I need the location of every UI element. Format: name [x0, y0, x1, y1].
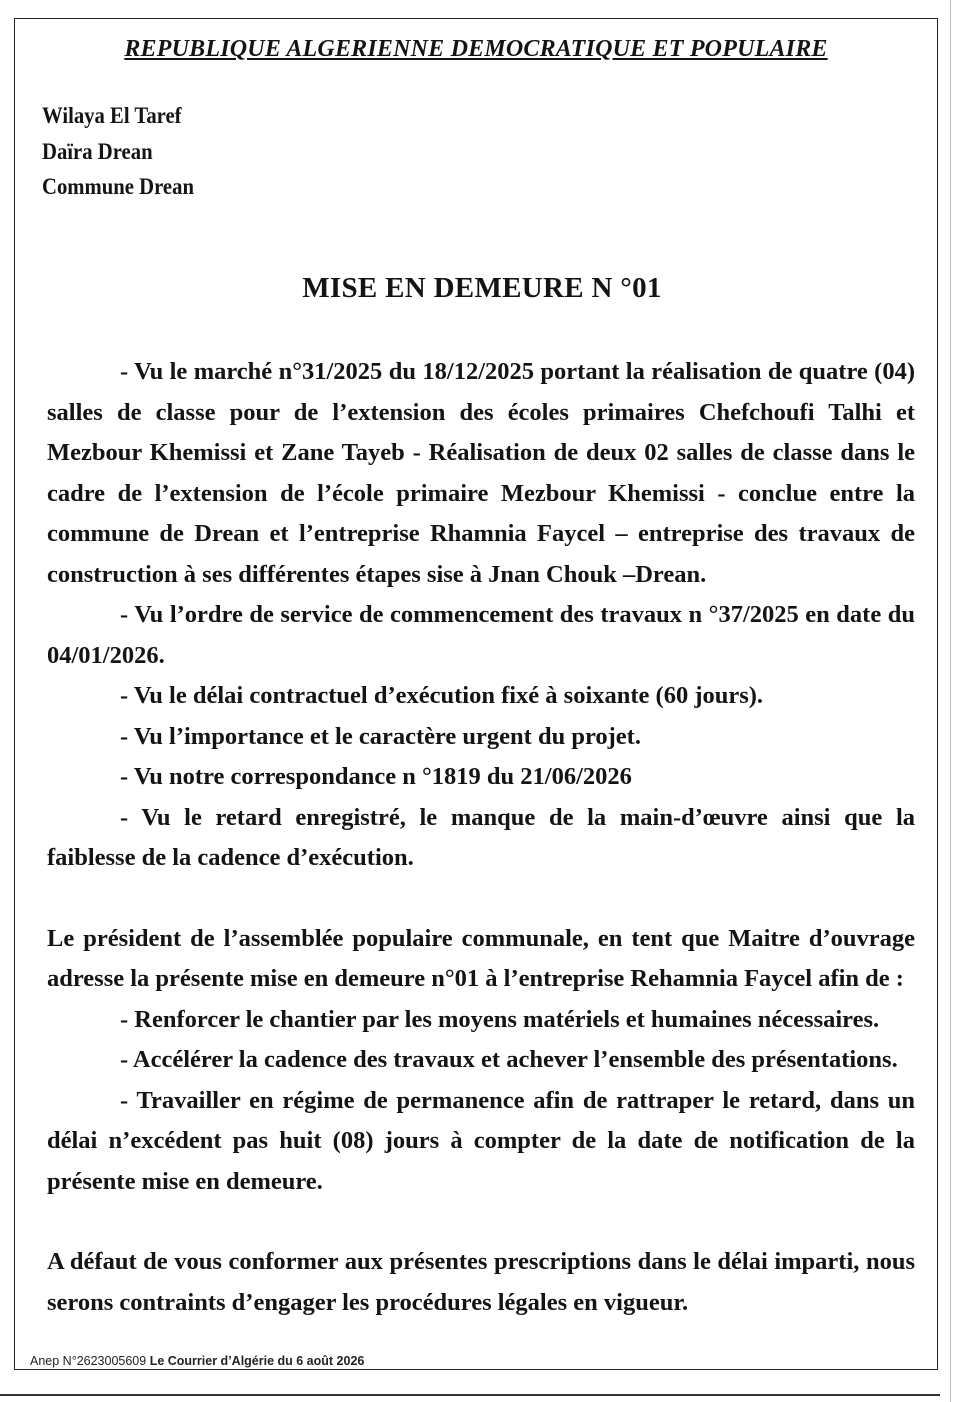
- document-title: MISE EN DEMEURE N °01: [302, 272, 662, 304]
- newspaper-reference: Le Courrier d’Algérie du 6 août 2026: [149, 1354, 365, 1368]
- anep-reference: Anep N°2623005609: [30, 1354, 147, 1368]
- republic-header: REPUBLIQUE ALGERIENNE DEMOCRATIQUE ET POPULAIRE: [124, 36, 828, 62]
- scan-bottom-line: [0, 1394, 940, 1396]
- consideration-item: - Vu le délai contractuel d’exécution fixé à soixante (60 jours).: [120, 682, 764, 709]
- action-item: - Travailler en régime de permanence afin de rattraper le retard, dans un délai n’excédent pas huit (08) jours à compter de la date de notification de la présente mise en demeure.: [47, 1086, 915, 1195]
- official-notice: [14, 18, 938, 1370]
- warning-paragraph: A défaut de vous conformer aux présentes prescriptions dans le délai imparti, nous serons contraints d’engager les procédures légales en vigueur.: [47, 1248, 915, 1316]
- daira-line: Daïra Drean: [42, 138, 153, 164]
- publication-footer: [30, 1354, 364, 1368]
- consideration-item: - Vu l’ordre de service de commencement des travaux n °37/2025 en date du 04/01/2026.: [47, 601, 915, 669]
- consideration-item: - Vu l’importance et le caractère urgent du projet.: [120, 722, 641, 750]
- wilaya-line: Wilaya El Taref: [42, 103, 182, 128]
- action-item: - Renforcer le chantier par les moyens matériels et humaines nécessaires.: [120, 1005, 880, 1033]
- decision-intro: Le président de l’assemblée populaire communale, en tent que Maitre d’ouvrage adresse la présente mise en demeure n°01 à l’entreprise Rehamnia Faycel afin de :: [47, 924, 915, 992]
- consideration-item: - Vu le marché n°31/2025 du 18/12/2025 portant la réalisation de quatre (04) salles de classe pour de l’extension des écoles primaires Chefchoufi Talhi et Mezbour Khemissi et Zane Tayeb - Réalisation de deux 02 salles de classe dans le cadre de l’extension de l’école primaire Mezbour Khemissi - conclue entre la commune de Drean et l’entreprise Rhamnia Faycel – entreprise des travaux de construction à ses différentes étapes sise à Jnan Chouk –Drean.: [47, 358, 915, 588]
- consideration-item: - Vu le retard enregistré, le manque de la main-d’œuvre ainsi que la faiblesse de la cadence d’exécution.: [47, 803, 915, 871]
- commune-line: Commune Drean: [42, 174, 194, 199]
- action-item: - Accélérer la cadence des travaux et achever l’ensemble des présentations.: [120, 1046, 898, 1073]
- scan-edge-line: [950, 0, 951, 1402]
- administrative-block: [42, 98, 194, 205]
- notice-body: [47, 352, 915, 1323]
- consideration-item: - Vu notre correspondance n °1819 du 21/06/2026: [120, 763, 632, 790]
